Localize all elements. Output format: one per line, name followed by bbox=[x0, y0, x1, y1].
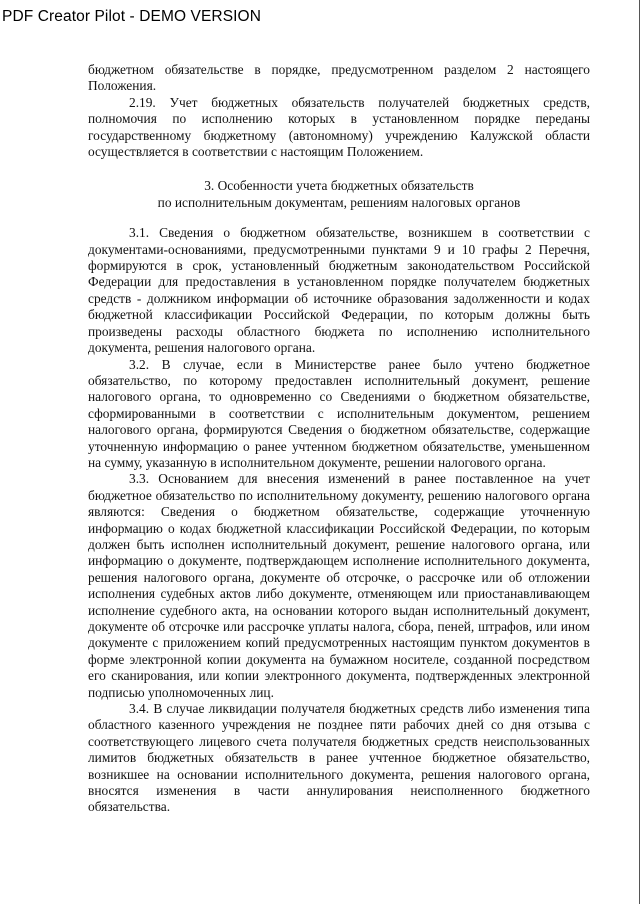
section-heading-line2: по исполнительным документам, решениям налоговых органов bbox=[157, 194, 521, 210]
document-body bbox=[88, 62, 590, 816]
paragraph-3-4: 3.4. В случае ликвидации получателя бюджетных средств либо изменения типа областного казенного учреждения не позднее пяти рабочих дней со дня отзыва с соответствующего лицевого счета получателя бюджетных средств неиспользованных лимитов бюджетных обязательств в ранее учтенное бюджетное обязательство, возникшее на основании исполнительного документа, решения налогового органа, вносятся изменения в части аннулирования неисполненного бюджетного обязательства. bbox=[88, 701, 590, 815]
demo-watermark: PDF Creator Pilot - DEMO VERSION bbox=[2, 8, 261, 25]
section-heading bbox=[88, 178, 590, 211]
paragraph-2-19: 2.19. Учет бюджетных обязательств получателей бюджетных средств, полномочия по исполнению которых в установленном порядке переданы государственному бюджетному (автономному) учреждению Калужской области осуществляется в соответствии с настоящим Положением. bbox=[88, 94, 590, 160]
paragraph-3-2: 3.2. В случае, если в Министерстве ранее было учтено бюджетное обязательство, по которому предоставлен исполнительный документ, решение налогового органа, то одновременно со Сведениями о бюджетном обязательстве, сформированными в соответствии с исполнительным документом, решением налогового органа, формируются Сведения о бюджетном обязательстве, содержащие уточненную информацию о ранее учтенном бюджетном обязательстве, уменьшенном на сумму, указанную в исполнительном документе, решении налогового органа. bbox=[88, 356, 590, 470]
paragraph-3-3: 3.3. Основанием для внесения изменений в ранее поставленное на учет бюджетное обязательство по исполнительному документу, решению налогового органа являются: Сведения о бюджетном обязательстве, содержащие уточненную информацию о кодах бюджетной классификации Российской Федерации, по которым должен быть исполнен исполнительный документ, решение налогового органа, или информацию о документе, подтверждающем исполнение исполнительного документа, решения налогового органа, документе об отсрочке, о рассрочке или об отложении исполнения судебных актов либо документе, отменяющем или приостанавливающем исполнение судебного акта, на основании которого выдан исполнительный документ, документе об отсрочке или рассрочке уплаты налога, сбора, пеней, штрафов, или ином документе с приложением копий предусмотренных настоящим пунктом документов в форме электронной копии документа на бумажном носителе, созданной посредством его сканирования, или копии электронного документа, подтвержденных электронной подписью уполномоченных лиц. bbox=[88, 471, 590, 700]
section-heading-line1: 3. Особенности учета бюджетных обязательств bbox=[204, 178, 474, 194]
paragraph-continuation: бюджетном обязательстве в порядке, предусмотренном разделом 2 настоящего Положения. bbox=[88, 62, 590, 94]
paragraph-3-1: 3.1. Сведения о бюджетном обязательстве, возникшем в соответствии с документами-основаниями, предусмотренными пунктами 9 и 10 графы 2 Перечня, формируются в срок, установленный бюджетным законодательством Российской Федерации для предоставления в установленном порядке получателем бюджетных средств - должником информации об источнике образования задолженности и кодах бюджетной классификации Российской Федерации, по которым должны быть произведены расходы областного бюджета по исполнению исполнительного документа, решения налогового органа. bbox=[88, 225, 590, 356]
